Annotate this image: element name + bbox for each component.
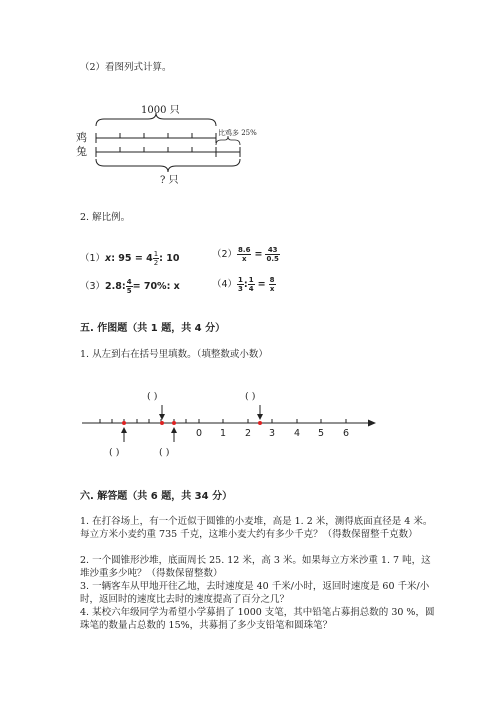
point-b (160, 421, 164, 425)
paren-top-1: ( ) (147, 391, 158, 402)
tick-5: 5 (318, 428, 325, 439)
diagram-row-chicken: 鸡 (76, 131, 87, 144)
tick-1: 1 (220, 428, 227, 439)
diagram-row-rabbit: 兔 (76, 145, 87, 158)
tick-0: 0 (196, 428, 203, 439)
q2-item-4: （4） $\frac{1}{3}$ : $\frac{1}{4}$ = $\frac{8}{x}$ (212, 276, 275, 293)
section6-problem-3: 3. 一辆客车从甲地开往乙地，去时速度是 40 千米/小时，返回时速度是 60 千米/小时，返回时的速度比去时的速度提高了百分之几？ (80, 581, 430, 605)
section6-heading: 六. 解答题（共 6 题，共 34 分） (80, 491, 233, 502)
paren-bottom-1: ( ) (109, 447, 120, 458)
tick-2: 2 (245, 428, 252, 439)
part2-label: （2）看图列式计算。 (80, 62, 172, 73)
diagram-bottom-label: ? 只 (160, 175, 179, 186)
point-d (258, 421, 262, 425)
section6-problem-1: 1. 在打谷场上，有一个近似于圆锥的小麦堆，高是 1. 2 米，测得底面直径是 4 米。每立方米小麦约重 735 千克，这堆小麦大约有多少千克？（得数保留整千克数） (80, 516, 433, 540)
point-a (122, 421, 126, 425)
tick-6: 6 (343, 428, 350, 439)
tick-3: 3 (269, 428, 276, 439)
q2-item-3: （3）2.8: $\frac{4}{5}$ = 70%: x (80, 278, 180, 295)
q2-title: 2. 解比例。 (80, 212, 131, 223)
q2-item-2: （2） $\frac{8.6}{x}$ = $\frac{43}{0.5}$ (212, 246, 279, 263)
q2-item-1: （1）x: 95 = 4 $\frac{1}{2}$ : 10 (80, 250, 180, 267)
section6-problem-4: 4. 某校六年级同学为希望小学募捐了 1000 支笔，其中铅笔占募捐总数的 30 %，圆珠笔的数量占总数的 15%，共募捐了多少支铅笔和圆珠笔？ (80, 607, 435, 631)
paren-top-2: ( ) (245, 391, 256, 402)
point-c (172, 421, 176, 425)
diagram-brace-note: 比鸡多 25% (218, 129, 257, 137)
paren-bottom-2: ( ) (159, 447, 170, 458)
diagram-top-label: 1000 只 (141, 105, 180, 116)
section5-q1: 1. 从左到右在括号里填数。（填整数或小数） (80, 349, 268, 360)
section6-problem-2: 2. 一个圆锥形沙堆，底面周长 25. 12 米，高 3 米。如果每立方米沙重 1. 7 吨，这堆沙重多少吨？（得数保留整数） (80, 555, 431, 579)
section5-heading: 五. 作图题（共 1 题，共 4 分） (80, 323, 226, 334)
tick-4: 4 (294, 428, 301, 439)
